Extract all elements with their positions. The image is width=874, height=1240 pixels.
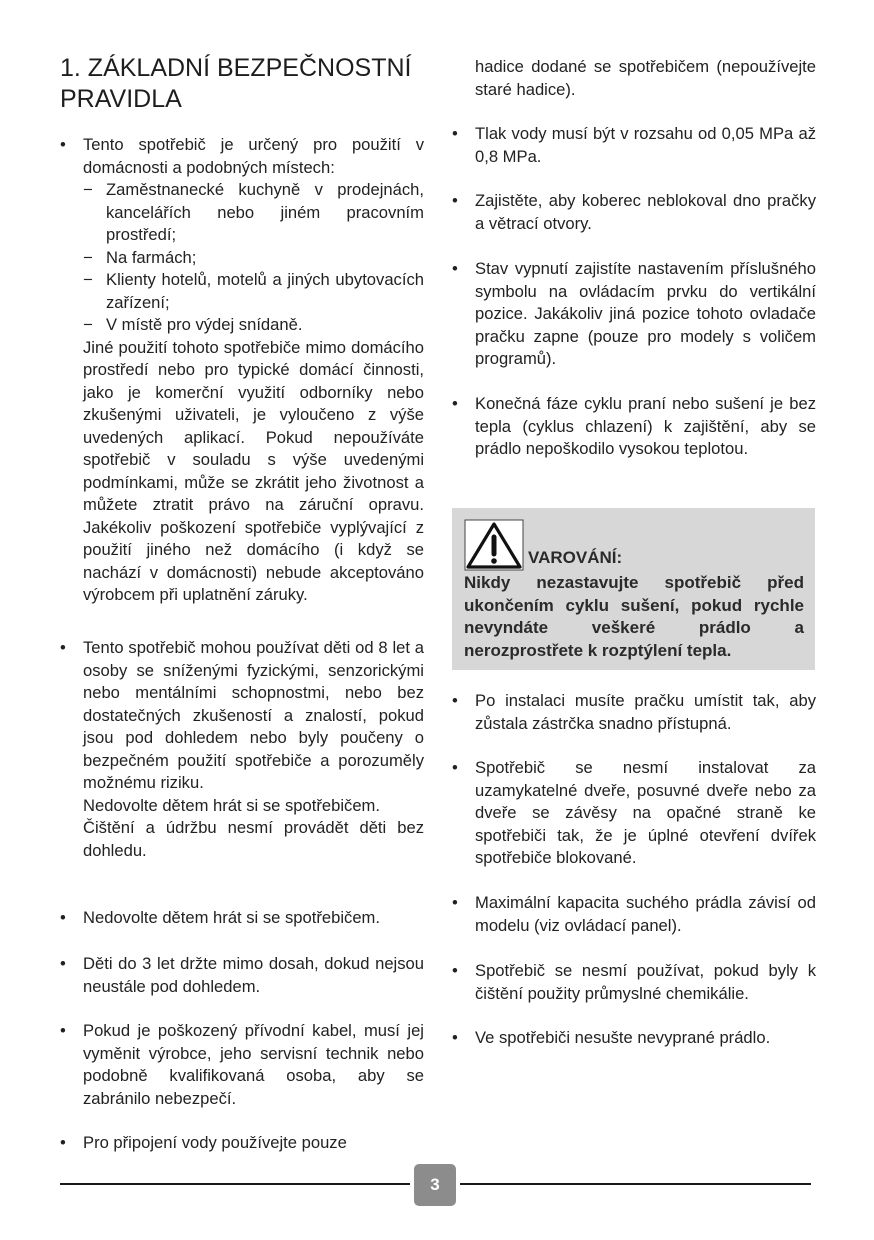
bullet-icon: • (60, 638, 66, 657)
list-item-text: Pokud je poškozený přívodní kabel, musí jej vyměnit výrobce, jeho servisní technik nebo podobně kvalifikovaná osoba, aby se zabránilo nebezpečí. (83, 1021, 424, 1108)
sub-list-item-text: V místě pro výdej snídaně. (106, 315, 303, 334)
dash-icon: − (83, 180, 93, 199)
list-item-text: Stav vypnutí zajistíte nastavením příslušného symbolu na ovládacím prvku do vertikální pozice. Jakákoliv jiná pozice tohoto ovladače pračku zapne (pouze pro modely s voličem programů). (475, 259, 816, 368)
footer-divider-right (460, 1183, 811, 1185)
page-title: 1. ZÁKLADNÍ BEZPEČNOSTNÍ PRAVIDLA (60, 54, 412, 113)
list-item-text: Jiné použití tohoto spotřebiče mimo domácího prostředí nebo pro typické domácí činnosti, jako je komerční využití odborníky nebo zkušenými uživateli, je vyloučeno z výše uvedených aplikací. Pokud nepoužíváte spotřebič v souladu s výše uvedenými podmínkami, může se zkrátit jeho životnost a můžete ztratit právo na záruční opravu. Jakékoliv poškození spotřebiče vyplývající z použití jiného než domácího (i když se nachází v domácnosti) nebude akceptováno výrobcem při uplatnění záruky. (83, 337, 424, 604)
list-item (60, 637, 424, 862)
sub-list-item-text: Na farmách; (106, 247, 197, 267)
bullet-icon: • (452, 394, 458, 413)
bullet-icon: • (452, 758, 458, 777)
bullet-icon: • (452, 893, 458, 912)
page-number: 3 (414, 1164, 456, 1206)
list-item-text: Děti do 3 let držte mimo dosah, dokud nejsou neustále pod dohledem. (83, 954, 424, 996)
bullet-icon: • (60, 1021, 66, 1040)
list-item-text: Ve spotřebiči nesušte nevyprané prádlo. (475, 1028, 771, 1047)
footer-divider-left (60, 1183, 410, 1185)
warning-triangle-icon (464, 519, 524, 571)
bullet-icon: • (452, 259, 458, 278)
sub-list-item (83, 179, 424, 247)
warning-text: Nikdy nezastavujte spotřebič před ukončením cyklu sušení, pokud rychle nevyndáte veškeré prádlo a nerozprostřete k rozptýlení tepla. (464, 573, 804, 660)
warning-title: VAROVÁNÍ: (528, 548, 623, 567)
dash-icon: − (83, 315, 93, 334)
sub-list-item (83, 269, 424, 314)
list-item-text: Čištění a údržbu nesmí provádět děti bez dohledu. (83, 818, 424, 860)
list-item-text: Konečná fáze cyklu praní nebo sušení je bez tepla (cyklus chlazení) k zajištění, aby se prádlo nepoškodilo vysokou teplotou. (475, 394, 816, 458)
dash-icon: − (83, 247, 93, 267)
dash-icon: − (83, 270, 93, 289)
sub-list-item-text: Klienty hotelů, motelů a jiných ubytovacích zařízení; (106, 270, 424, 312)
list-item (452, 960, 816, 1005)
warning-box (452, 508, 815, 670)
list-item (452, 757, 816, 870)
list-item (60, 953, 424, 998)
list-item-text: Tento spotřebič je určený pro použití v domácnosti a podobných místech: (83, 135, 424, 177)
list-item (452, 190, 816, 235)
sub-list-item (83, 314, 424, 337)
bullet-icon: • (60, 908, 66, 927)
list-item-text: Maximální kapacita suchého prádla závisí od modelu (viz ovládací panel). (475, 893, 816, 935)
list-item (452, 393, 816, 461)
bullet-icon: • (60, 1133, 66, 1152)
bullet-icon: • (452, 191, 458, 210)
list-item-text: Nedovolte dětem hrát si se spotřebičem. (83, 795, 380, 815)
list-item (60, 134, 424, 607)
list-item-text: Nedovolte dětem hrát si se spotřebičem. (83, 908, 380, 927)
list-item (452, 690, 816, 735)
list-item-text: Po instalaci musíte pračku umístit tak, aby zůstala zástrčka snadno přístupná. (475, 691, 816, 733)
list-item (452, 258, 816, 371)
list-item-text: Pro připojení vody používejte pouze (83, 1133, 347, 1152)
list-item (60, 907, 424, 930)
bullet-icon: • (452, 124, 458, 143)
list-item-text: Tlak vody musí být v rozsahu od 0,05 MPa až 0,8 MPa. (475, 124, 816, 166)
bullet-icon: • (60, 135, 66, 154)
sub-list-item (83, 247, 424, 270)
list-item-text: Tento spotřebič mohou používat děti od 8 let a osoby se sníženými fyzickými, senzorickými nebo mentálními schopnostmi, nebo bez dostatečných zkušeností a znalostí, pokud jsou pod dohledem nebo byly poučeny o bezpečném použití spotřebiče a porozuměly možnému riziku. (83, 638, 424, 792)
bullet-icon: • (60, 954, 66, 973)
list-item (452, 123, 816, 168)
list-item (60, 1020, 424, 1110)
list-item-text: Spotřebič se nesmí používat, pokud byly k čištění použity průmyslné chemikálie. (475, 961, 816, 1003)
bullet-icon: • (452, 1028, 458, 1047)
list-item (452, 1027, 816, 1050)
list-item-text: Zajistěte, aby koberec neblokoval dno pračky a větrací otvory. (475, 191, 816, 233)
list-item-continuation (452, 56, 816, 101)
list-item-text: hadice dodané se spotřebičem (nepoužívejte staré hadice). (475, 57, 816, 99)
list-item (452, 892, 816, 937)
list-item (60, 1132, 424, 1155)
list-item-text: Spotřebič se nesmí instalovat za uzamykatelné dveře, posuvné dveře nebo za dveře se závěsy na opačné straně ke spotřebiči tak, že je úplné otevření dvířek spotřebiče blokované. (475, 758, 816, 867)
bullet-icon: • (452, 961, 458, 980)
sub-list-item-text: Zaměstnanecké kuchyně v prodejnách, kancelářích nebo jiném pracovním prostředí; (106, 180, 424, 244)
bullet-icon: • (452, 691, 458, 710)
